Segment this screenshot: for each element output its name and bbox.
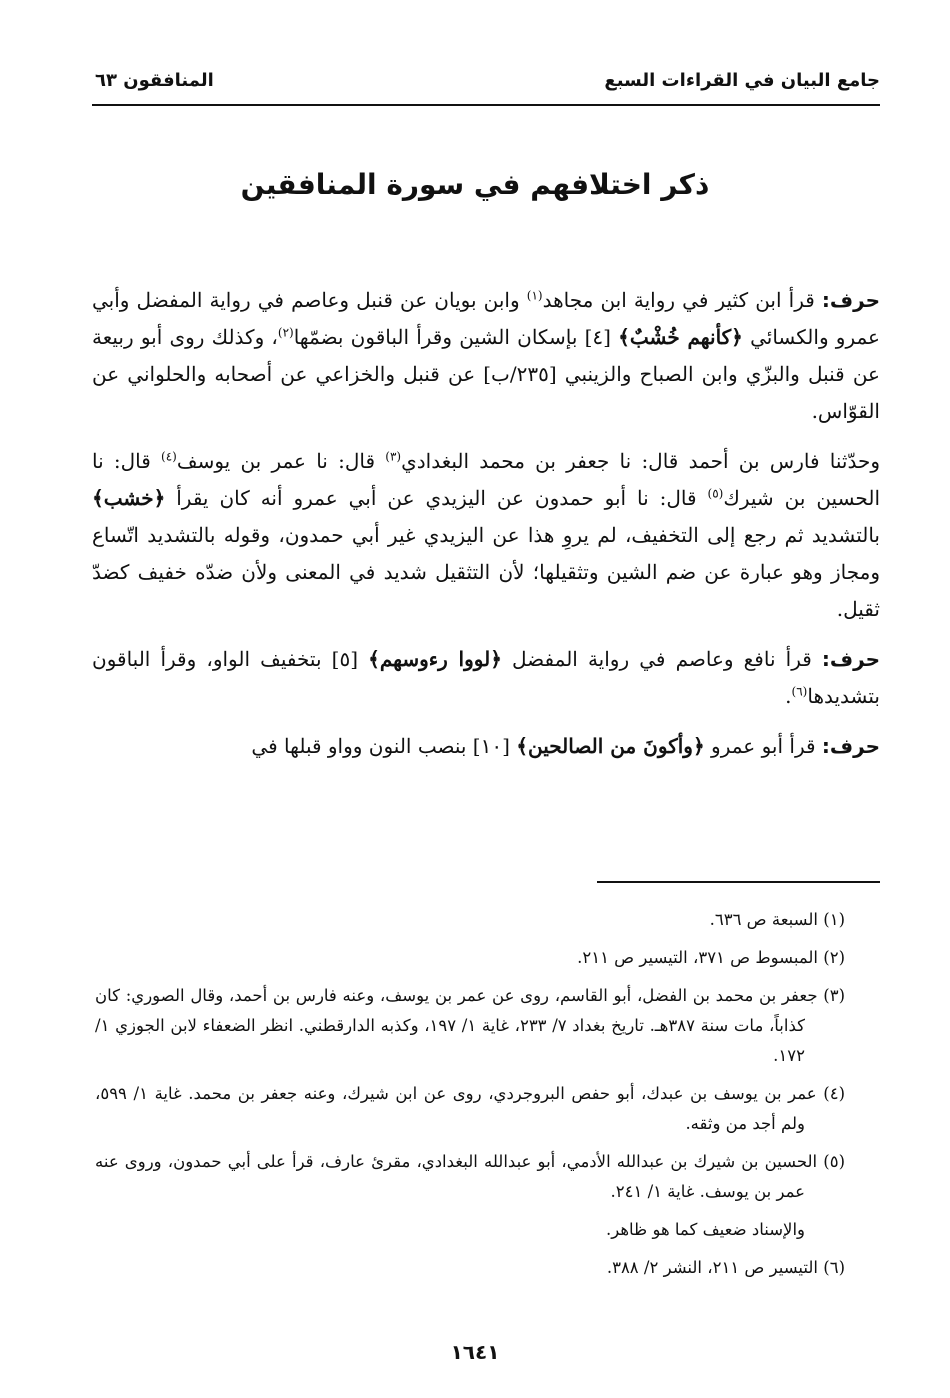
footnote-ref: (٤) <box>161 449 177 464</box>
text-run: ، وكذلك روى أبو ربيعة عن قنبل والبزّي وابن الصباح والزينبي [٢٣٥/ب] عن قنبل والخزاعي عن أصحابه والحلواني عن القوّاس. <box>92 325 880 423</box>
text-run: بالتشديد ثم رجع إلى التخفيف، لم يروِ هذا عن اليزيدي غير أبي حمدون، وقوله بالتشديد اتّساع ومجاز وهو عبارة عن ضم الشين وتثقيلها؛ لأن التثقيل شديد في المعنى ولأن ضدّه خفيف كضدّ ثقيل. <box>92 523 880 621</box>
footnote-continuation: والإسناد ضعيف كما هو ظاهر. <box>605 1220 805 1239</box>
surah-page-label: المنافقون ٦٣ <box>95 70 214 91</box>
footnote-ref: (١) <box>526 288 543 303</box>
quran-quote: ﴿لووا رءوسهم﴾ <box>368 647 502 671</box>
footnote: (٦) التيسير ص ٢١١، النشر ٢/ ٣٨٨. <box>606 1258 845 1277</box>
text-run: . <box>785 684 792 708</box>
footnote: (١) السبعة ص ٦٣٦. <box>709 910 845 929</box>
footnote: (٣) جعفر بن محمد بن الفضل، أبو القاسم، روى عن عمر بن يوسف، وعنه فارس بن أحمد، وقال الصوري: كان كذاباً، مات سنة ٣٨٧هـ. تاريخ بغداد ٧/ ٢٣٣، غاية ١/ ١٩٧، وكذبه الدارقطني. انظر الضعفاء لابن الجوزي ١/ ١٧٢. <box>95 986 845 1065</box>
quran-quote: ﴿كأنهم خُشْبٌ﴾ <box>618 325 743 349</box>
text-run: قال: نا عمر بن يوسف <box>176 449 386 473</box>
chapter-title: ذكر اختلافهم في سورة المنافقين <box>240 168 710 201</box>
footnote: (٤) عمر بن يوسف بن عبدك، أبو حفص البروجردي، روى عن ابن شيرك، وعنه جعفر بن محمد. غاية ١/ ٥٩٩، ولم أجد من وثقه. <box>95 1084 846 1133</box>
main-text <box>92 282 880 778</box>
paragraph <box>92 641 880 715</box>
paragraph <box>92 728 880 765</box>
text-run: قرأ نافع وعاصم في رواية المفضل <box>501 647 822 671</box>
text-run: قرأ ابن كثير في رواية ابن مجاهد <box>542 288 822 312</box>
page-number: ١٦٤١ <box>450 1340 500 1364</box>
text-run: قال: نا أبو حمدون عن اليزيدي عن أبي عمرو أنه كان يقرأ <box>165 486 708 510</box>
footnote: (٥) الحسين بن شيرك بن عبدالله الأدمي، أبو عبدالله البغدادي، مقرئ عارف، قرأ على أبي حمدون، وروى عنه عمر بن يوسف. غاية ١/ ٢٤١. <box>95 1152 845 1201</box>
quran-quote: ﴿خشب﴾ <box>92 486 166 510</box>
text-run: وابن بويان عن قنبل وعاصم في رواية المفضل وأبي عمرو والكسائي <box>92 288 880 349</box>
footnote-ref: (٦) <box>791 684 808 699</box>
footnote: (٢) المبسوط ص ٣٧١، التيسير ص ٢١١. <box>577 948 845 967</box>
paragraph <box>92 443 880 628</box>
text-run: [٤] بإسكان الشين وقرأ الباقون بضمّها <box>293 325 619 349</box>
quran-quote: ﴿وأكونَ من الصالحين﴾ <box>516 734 705 758</box>
running-head <box>95 70 880 91</box>
text-run: [١٠] بنصب النون وواو قبلها في <box>251 734 517 758</box>
paragraph-label: حرف: <box>821 734 880 758</box>
footnote-ref: (٥) <box>707 486 724 501</box>
text-run: قرأ أبو عمرو <box>704 734 822 758</box>
header-rule <box>92 104 880 106</box>
book-title: جامع البيان في القراءات السبع <box>604 70 880 91</box>
text-run: وحدّثنا فارس بن أحمد قال: نا جعفر بن محمد البغدادي <box>401 449 880 473</box>
paragraph <box>92 282 880 430</box>
paragraph-label: حرف: <box>821 288 881 312</box>
text-run: [٥] بتخفيف الواو، وقرأ الباقون بتشديدها <box>92 647 880 708</box>
footnote-ref: (٢) <box>277 325 294 340</box>
footnote-rule <box>597 881 880 883</box>
text-run: قال: نا الحسين بن شيرك <box>92 449 880 510</box>
paragraph-label: حرف: <box>821 647 880 671</box>
footnotes <box>95 905 845 1291</box>
footnote-ref: (٣) <box>385 449 402 464</box>
